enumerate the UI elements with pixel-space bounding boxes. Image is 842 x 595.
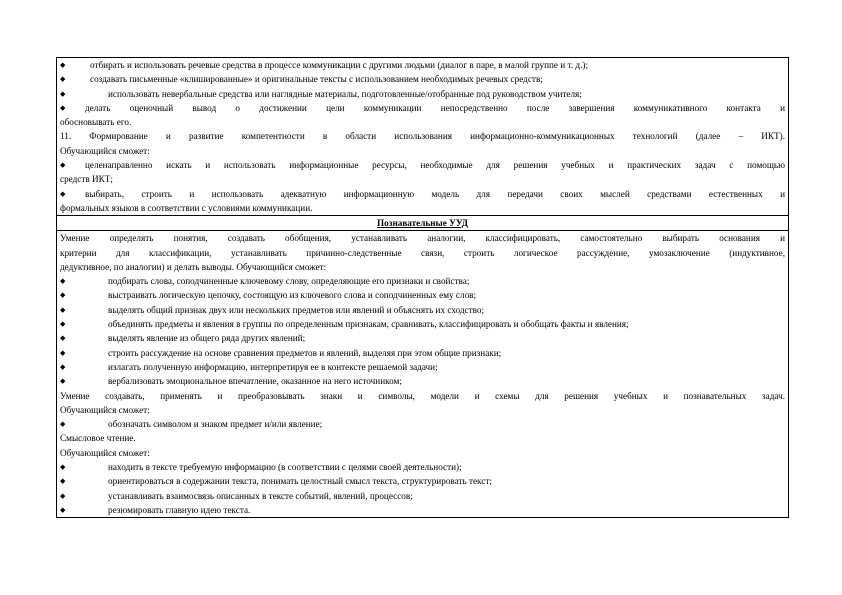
list-item-text: целенаправленно искать и использовать информационные ресурсы, необходимые для решения учебных и практических задач с помощью <box>85 160 785 171</box>
bullet-icon: ◆ <box>60 305 66 314</box>
bullet-icon: ◆ <box>60 420 66 429</box>
bullet-icon: ◆ <box>60 377 66 386</box>
list-item <box>60 374 785 388</box>
list-item-text: отбирать и использовать речевые средства в процессе коммуникации с другими людьми (диалог в паре, в малой группе и т. д.); <box>90 60 588 70</box>
list-item-text: подбирать слова, соподчиненные ключевому слову, определяющие его признаки и свойства; <box>108 276 470 287</box>
list-item-text: объединять предметы и явления в группы по определенным признакам, сравнивать, классифицировать и обобщать факты и явления; <box>108 319 629 330</box>
list-item <box>60 187 785 201</box>
list-item <box>60 274 785 288</box>
section-title: Познавательные УУД <box>377 218 468 229</box>
list-item <box>60 87 785 101</box>
list-item <box>60 489 785 503</box>
bullet-icon: ◆ <box>60 75 66 84</box>
bullet-icon: ◆ <box>60 61 66 69</box>
bullet-icon: ◆ <box>60 505 66 514</box>
paragraph-text: дедуктивное, по аналогии) и делать выводы. Обучающийся сможет: <box>60 261 327 272</box>
bullet-icon: ◆ <box>60 477 66 486</box>
table-header-cell <box>56 215 789 230</box>
list-item <box>60 317 785 331</box>
bullet-icon: ◆ <box>60 161 66 170</box>
list-item-text: средств ИКТ; <box>60 174 113 185</box>
list-item-text: формальных языков в соответствии с условиями коммуникации. <box>60 202 313 213</box>
bullet-icon: ◆ <box>60 103 66 112</box>
list-item <box>60 288 785 302</box>
list-item-text: обозначать символом и знаком предмет и/или явление; <box>108 419 323 430</box>
document-table <box>56 57 789 518</box>
list-item <box>60 158 785 172</box>
list-item <box>60 460 785 474</box>
bullet-icon: ◆ <box>60 291 66 300</box>
bullet-icon: ◆ <box>60 320 66 329</box>
bullet-icon: ◆ <box>60 89 66 98</box>
list-item-text: создавать письменные «клишированные» и оригинальные тексты с использованием необходимых речевых средств; <box>90 74 543 85</box>
table-cell-cognitive <box>56 230 789 518</box>
paragraph-text: Обучающийся сможет: <box>60 447 150 458</box>
list-item <box>60 303 785 317</box>
list-item <box>60 72 785 86</box>
paragraph-text: Обучающийся сможет: <box>60 145 150 156</box>
list-item <box>60 503 785 517</box>
list-item-text: излагать полученную информацию, интерпретируя ее в контексте решаемой задачи; <box>108 361 438 372</box>
table-cell-communication <box>56 57 789 215</box>
list-item-text: выделять общий признак двух или нескольких предметов или явлений и объяснять их сходство; <box>108 304 485 315</box>
paragraph-text: критерии для классификации, устанавливать причинно-следственные связи, строить логическое рассуждение, умозаключение (индуктивное, <box>60 247 785 258</box>
list-item-text: строить рассуждение на основе сравнения предметов и явлений, выделяя при этом общие признаки; <box>108 347 502 358</box>
section-heading: 11. Формирование и развитие компетентности в области использования информационно-коммуникационных технологий (далее – ИКТ). <box>60 131 785 142</box>
list-item <box>60 417 785 431</box>
list-item-text: выделять явление из общего ряда других явлений; <box>108 333 306 344</box>
bullet-icon: ◆ <box>60 362 66 371</box>
paragraph-text: Умение определять понятия, создавать обобщения, устанавливать аналогии, классифицировать, самостоятельно выбирать основания и <box>60 233 785 244</box>
list-item <box>60 331 785 345</box>
list-item <box>60 346 785 360</box>
list-item <box>60 360 785 374</box>
bullet-icon: ◆ <box>60 277 66 286</box>
bullet-icon: ◆ <box>60 189 66 198</box>
list-item-text: резюмировать главную идею текста. <box>108 504 251 515</box>
bullet-icon: ◆ <box>60 463 66 472</box>
list-item <box>60 101 785 115</box>
bullet-icon: ◆ <box>60 348 66 357</box>
list-item <box>60 58 785 72</box>
list-item <box>60 474 785 488</box>
list-item-text: ориентироваться в содержании текста, понимать целостный смысл текста, структурировать текст; <box>108 476 492 487</box>
list-item-text: устанавливать взаимосвязь описанных в тексте событий, явлений, процессов; <box>108 490 413 501</box>
list-item-text: обосновывать его. <box>60 117 132 128</box>
paragraph-text: Умение создавать, применять и преобразовывать знаки и символы, модели и схемы для решения учебных и познавательных задач. <box>60 390 785 401</box>
paragraph-text: Обучающийся сможет: <box>60 404 150 415</box>
bullet-icon: ◆ <box>60 334 66 343</box>
list-item-text: выбирать, строить и использовать адекватную информационную модель для передачи своих мыслей средствами естественных и <box>85 188 785 199</box>
list-item-text: вербализовать эмоциональное впечатление, оказанное на него источником; <box>108 376 402 387</box>
list-item-text: использовать невербальные средства или наглядные материалы, подготовленные/отобранные под руководством учителя; <box>108 88 582 99</box>
bullet-icon: ◆ <box>60 491 66 500</box>
list-item-text: находить в тексте требуемую информацию (в соответствии с целями своей деятельности); <box>108 462 462 473</box>
paragraph-text: Смысловое чтение. <box>60 433 136 444</box>
list-item-text: делать оценочный вывод о достижении цели коммуникации непосредственно после завершения коммуникативного контакта и <box>85 102 785 113</box>
list-item-text: выстраивать логическую цепочку, состоящую из ключевого слова и соподчиненных ему слов; <box>108 290 477 301</box>
